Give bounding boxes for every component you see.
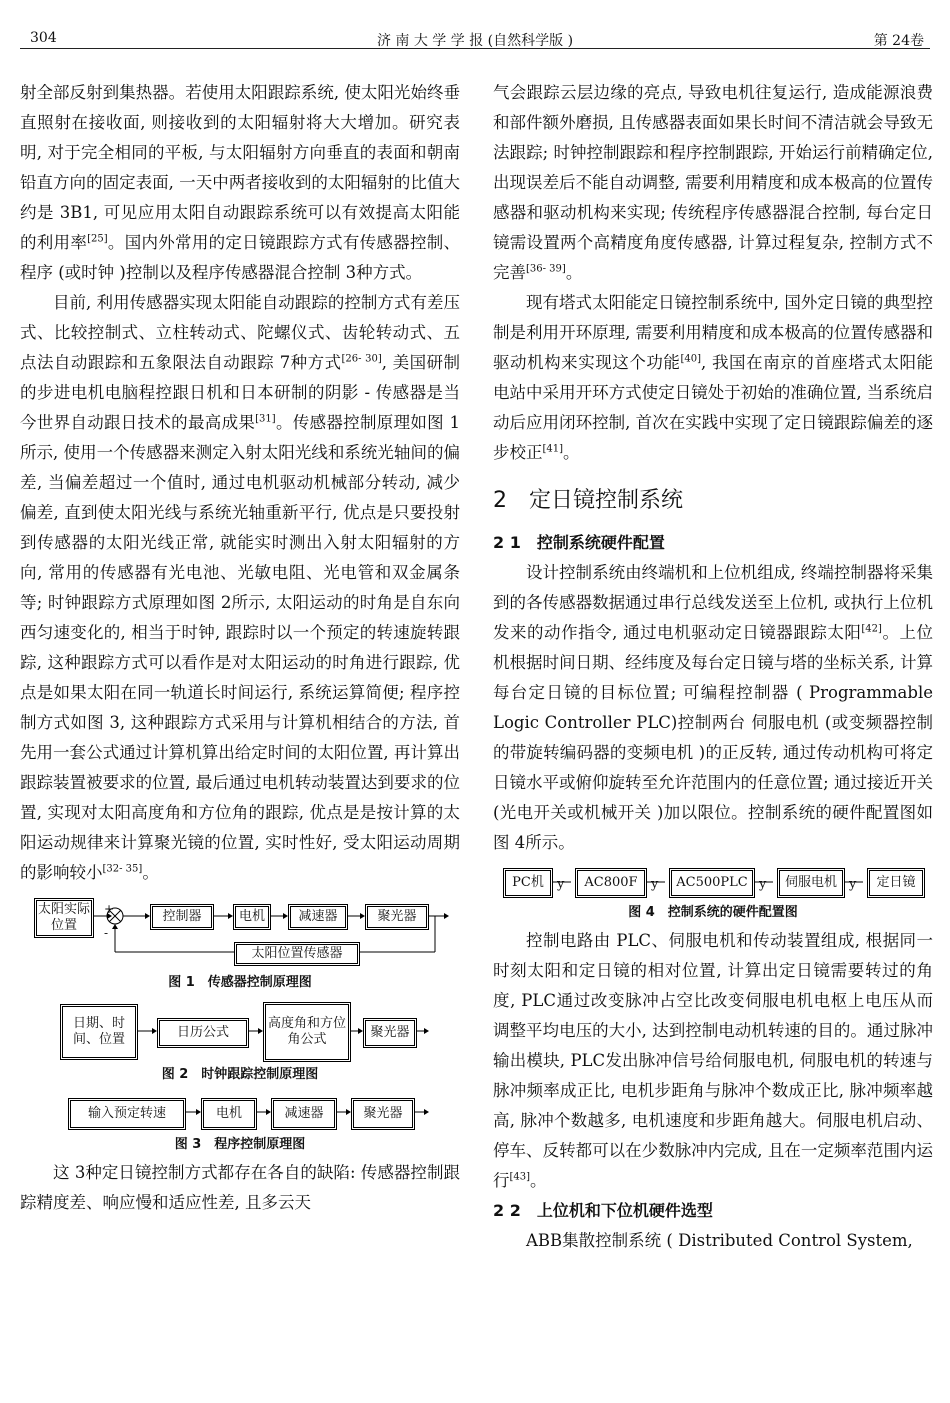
sun-position-sensor-box: 太阳位置传感器 xyxy=(234,942,360,966)
figure-3 xyxy=(20,1092,460,1132)
date-time-position-box: 日期、时间、位置 xyxy=(60,1004,138,1060)
figure-1 xyxy=(20,896,460,970)
link-label: y xyxy=(759,877,767,892)
plus-sign: + xyxy=(104,902,115,916)
citation[interactable]: [25] xyxy=(87,233,108,245)
left-column xyxy=(20,78,460,1218)
section-heading: 2 定日镜控制系统 xyxy=(493,488,683,513)
paragraph: 控制电路由 PLC、伺服电机和传动装置组成, 根据同一时刻太阳和定日镜的相对位置, 计算出定日镜需要转过的角度, PLC通过改变脉冲占空比改变伺服电机电枢上电压从而调整平均电压的大小, 达到控制电动机转速的目的。通过脉冲输出模块, PLC发出脉冲信号给伺服电机, 伺服电机的转速与脉冲频率成正比, 电机步距角与脉冲个数成正比, 脉冲频率越高, 脉冲个数越多, 电机速度和步距角越大。伺服电机启动、停车、反转都可以在少数脉冲内完成, 且在一定频率范围内运行[43]。 xyxy=(493,931,933,1190)
controller-box: 控制器 xyxy=(150,904,214,930)
calendar-formula-box: 日历公式 xyxy=(157,1018,249,1048)
link-label: y xyxy=(849,877,857,892)
citation[interactable]: [43] xyxy=(509,1171,531,1183)
motor-box: 电机 xyxy=(233,904,271,930)
citation[interactable]: [31] xyxy=(255,413,276,425)
preset-speed-box: 输入预定转速 xyxy=(68,1098,186,1130)
reducer-box: 减速器 xyxy=(271,1098,337,1130)
page-number: 304 xyxy=(30,30,57,46)
servo-motor-box: 伺服电机 xyxy=(777,868,845,898)
paragraph: 现有塔式太阳能定日镜控制系统中, 国外定日镜的典型控制是利用开环原理, 需要利用精度和成本极高的位置传感器和驱动机构来实现这个功能[40], 我国在南京的首座塔式太阳能电站中采用开环方式使定日镜处于初始的准确位置, 当系统启动后应用闭环控制, 首次在实践中实现了定日镜跟踪偏差的逐步校正[41]。 xyxy=(493,293,933,462)
subsection-heading: 2 2 上位机和下位机硬件选型 xyxy=(493,1201,713,1220)
page-header xyxy=(20,18,930,49)
figure-3-caption: 图 3 程序控制原理图 xyxy=(174,1137,306,1152)
paragraph: 射全部反射到集热器。若使用太阳跟踪系统, 使太阳光始终垂直照射在接收面, 则接收到的太阳辐射将大大增加。研究表明, 对于完全相同的平板, 与太阳辐射方向垂直的表面和朝南铅直方向的固定表面, 一天中两者接收到的太阳辐射的比值大约是 3B1, 可见应用太阳自动跟踪系统可以有效提高太阳能的利用率[25]。国内外常用的定日镜跟踪方式有传感器控制、程序 (或时钟 )控制以及程序传感器混合控制 3种方式。 xyxy=(20,83,461,282)
paragraph: 这 3种定日镜控制方式都存在各自的缺陷: 传感器控制跟踪精度差、响应慢和适应性差, 且多云天 xyxy=(20,1163,460,1212)
concentrator-box: 聚光器 xyxy=(363,1018,417,1048)
citation[interactable]: [36- 39] xyxy=(526,263,566,275)
angle-formula-box: 高度角和方位角公式 xyxy=(263,1002,351,1062)
citation[interactable]: [40] xyxy=(680,353,701,365)
reducer-box: 减速器 xyxy=(288,904,348,930)
citation[interactable]: [42] xyxy=(861,623,882,635)
paragraph: 气会跟踪云层边缘的亮点, 导致电机往复运行, 造成能源浪费和部件额外磨损, 且传感器表面如果长时间不清洁就会导致无法跟踪; 时钟控制跟踪和程序控制跟踪, 开始运行前精确定位, 出现误差后不能自动调整, 需要利用精度和成本极高的位置传感器和驱动机构来实现; 传统程序传感器混合控制, 每台定日镜需设置两个高精度角度传感器, 计算过程复杂, 控制方式不完善[36- 39]。 xyxy=(493,83,933,282)
citation[interactable]: [32- 35] xyxy=(102,863,143,875)
actual-sun-position-box: 太阳实际位置 xyxy=(34,898,94,938)
figure-4-caption: 图 4 控制系统的硬件配置图 xyxy=(628,905,798,920)
concentrator-box: 聚光器 xyxy=(365,904,429,930)
pc-box: PC机 xyxy=(503,868,553,898)
paragraph: 目前, 利用传感器实现太阳能自动跟踪的控制方式有差压式、比较控制式、立柱转动式、陀螺仪式、齿轮转动式、五点法自动跟踪和五象限法自动跟踪 7种方式[26- 30], 美国研制的步进电机电脑程控跟日机和日本研制的阴影 - 传感器是当今世界自动跟日技术的最高成果[31]。传感器控制原理如图 1所示, 使用一个传感器来测定入射太阳光线和系统光轴间的偏差, 当偏差超过一个值时, 通过电机驱动机械部分转动, 减少偏差, 直到使太阳光线与系统光轴重新平行, 优点是只要投射到传感器的太阳光线正常, 就能实时测出入射太阳辐射的方向, 常用的传感器有光电池、光敏电阻、光电管和双金属条等; 时钟跟踪方式原理如图 2所示, 太阳运动的时角是自东向西匀速变化的, 相当于时钟, 跟踪时以一个预定的转速旋转跟踪, 这种跟踪方式可以看作是对太阳运动的时角进行跟踪, 优点是如果太阳在同一轨道长时间运行, 系统运算简便; 程序控制方式如图 3, 这种跟踪方式采用与计算机相结合的方法, 首先用一套公式通过计算机算出给定时间的太阳位置, 再计算出跟踪装置被要求的位置, 最后通过电机转动装置达到要求的位置, 实现对太阳高度角和方位角的跟踪, 优点是是按计算的太阳运动规律来计算聚光镜的位置, 实时性好, 受太阳运动周期的影响较小[32- 35]。 xyxy=(20,293,460,882)
ac500plc-box: AC500PLC xyxy=(669,868,755,898)
ac800f-box: AC800F xyxy=(575,868,647,898)
citation[interactable]: [41] xyxy=(542,443,564,455)
subsection-heading: 2 1 控制系统硬件配置 xyxy=(493,533,665,552)
right-column xyxy=(493,78,933,1256)
figure-2-caption: 图 2 时钟跟踪控制原理图 xyxy=(161,1067,319,1082)
figure-4 xyxy=(493,864,933,900)
figure-2 xyxy=(20,1000,460,1062)
concentrator-box: 聚光器 xyxy=(351,1098,415,1130)
motor-box: 电机 xyxy=(201,1098,257,1130)
citation[interactable]: [26- 30] xyxy=(341,353,382,365)
figure-1-caption: 图 1 传感器控制原理图 xyxy=(168,975,312,990)
minus-sign: - xyxy=(104,926,109,940)
heliostat-box: 定日镜 xyxy=(867,868,925,898)
paragraph: 设计控制系统由终端机和上位机组成, 终端控制器将采集到的各传感器数据通过串行总线发送至上位机, 或执行上位机发来的动作指令, 通过电机驱动定日镜器跟踪太阳[42]。上位机根据时间日期、经纬度及每台定日镜与塔的坐标关系, 计算每台定日镜的目标位置; 可编程控制器 ( Programmable Logic Controller PLC)控制两台 伺服电机 (或变频器控制的带旋转编码器的变频电机 )的正反转, 通过传动机构可将定日镜水平或俯仰旋转至允许范围内的任意位置; 通过接近开关 (光电开关或机械开关 )加以限位。控制系统的硬件配置图如图 4所示。 xyxy=(493,563,933,852)
link-label: y xyxy=(557,877,565,892)
volume-label: 第 24卷 xyxy=(873,33,924,49)
journal-title: 济 南 大 学 学 报 (自然科学版 ) xyxy=(376,33,574,49)
paragraph: ABB集散控制系统 ( Distributed Control System, xyxy=(526,1231,913,1250)
link-label: y xyxy=(651,877,659,892)
